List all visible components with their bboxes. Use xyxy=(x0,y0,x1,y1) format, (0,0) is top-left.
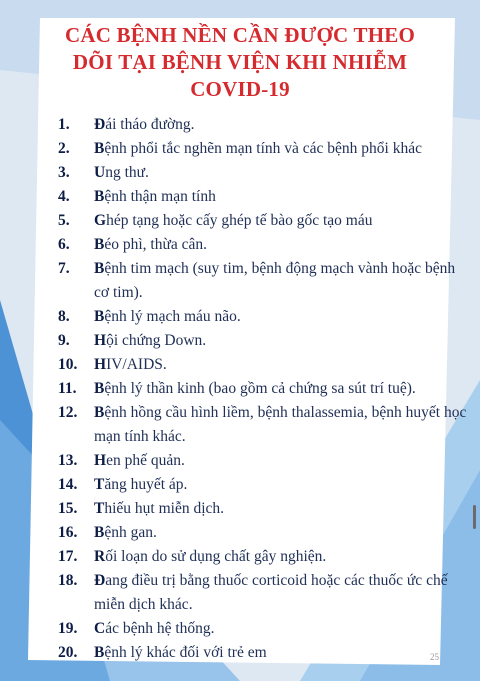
item-number: 9. xyxy=(58,332,70,349)
item-number: 14. xyxy=(58,476,78,493)
list-item xyxy=(58,377,470,401)
page-number: 25 xyxy=(430,652,439,662)
page-title xyxy=(40,22,440,103)
list-item xyxy=(58,257,470,305)
item-text: Ung thư. xyxy=(94,164,149,181)
item-number: 17. xyxy=(58,548,78,565)
item-text: Hội chứng Down. xyxy=(94,332,207,349)
list-item xyxy=(58,305,470,329)
list-item xyxy=(58,569,470,617)
item-number: 2. xyxy=(58,140,70,157)
list-item xyxy=(58,449,470,473)
list-item xyxy=(58,233,470,257)
list-item xyxy=(58,185,470,209)
list-item xyxy=(58,473,470,497)
item-number: 6. xyxy=(58,236,70,253)
disease-list xyxy=(58,113,470,665)
list-item xyxy=(58,329,470,353)
item-number: 3. xyxy=(58,164,70,181)
list-item xyxy=(58,401,470,449)
list-item xyxy=(58,641,470,665)
item-text: Bệnh tim mạch (suy tim, bệnh động mạch vành hoặc bệnh cơ tim). xyxy=(94,260,456,301)
item-text: Bệnh lý thần kinh (bao gồm cả chứng sa sút trí tuệ). xyxy=(94,380,416,397)
item-number: 11. xyxy=(58,380,77,397)
list-item xyxy=(58,113,470,137)
item-number: 16. xyxy=(58,524,78,541)
item-text: Bệnh lý mạch máu não. xyxy=(94,308,241,325)
item-text: Bệnh hồng cầu hình liềm, bệnh thalassemia, bệnh huyết học mạn tính khác. xyxy=(94,404,467,445)
item-number: 13. xyxy=(58,452,78,469)
item-number: 10. xyxy=(58,356,78,373)
list-item xyxy=(58,209,470,233)
item-text: Ghép tạng hoặc cấy ghép tế bào gốc tạo máu xyxy=(94,212,373,229)
title-line-3: COVID-19 xyxy=(190,77,290,101)
item-number: 12. xyxy=(58,404,78,421)
item-text: Đang điều trị bằng thuốc corticoid hoặc các thuốc ức chế miễn dịch khác. xyxy=(94,572,448,613)
item-number: 7. xyxy=(58,260,70,277)
item-number: 19. xyxy=(58,620,78,637)
item-text: Bệnh phổi tắc nghẽn mạn tính và các bệnh phổi khác xyxy=(94,140,422,157)
scrollbar-thumb[interactable] xyxy=(473,505,476,529)
item-number: 20. xyxy=(58,644,78,661)
title-line-2: DÕI TẠI BỆNH VIỆN KHI NHIỄM xyxy=(72,50,408,74)
item-number: 1. xyxy=(58,116,70,133)
list-item xyxy=(58,353,470,377)
list-item xyxy=(58,617,470,641)
item-text: Bệnh lý khác đối với trẻ em xyxy=(94,644,267,661)
list-item xyxy=(58,497,470,521)
list-item xyxy=(58,161,470,185)
item-text: Bệnh thận mạn tính xyxy=(94,188,216,205)
item-text: Béo phì, thừa cân. xyxy=(94,236,208,253)
item-number: 5. xyxy=(58,212,70,229)
item-text: Đái tháo đường. xyxy=(94,116,195,133)
item-number: 8. xyxy=(58,308,70,325)
item-text: Hen phế quản. xyxy=(94,452,185,469)
list-item xyxy=(58,521,470,545)
item-text: Thiếu hụt miễn dịch. xyxy=(94,500,225,517)
list-item xyxy=(58,137,470,161)
item-text: Bệnh gan. xyxy=(94,524,157,541)
title-line-1: CÁC BỆNH NỀN CẦN ĐƯỢC THEO xyxy=(65,23,415,47)
item-number: 18. xyxy=(58,572,78,589)
item-text: Các bệnh hệ thống. xyxy=(94,620,215,637)
item-text: Rối loạn do sử dụng chất gây nghiện. xyxy=(94,548,327,565)
item-number: 4. xyxy=(58,188,70,205)
list-item xyxy=(58,545,470,569)
item-text: Tăng huyết áp. xyxy=(94,476,188,493)
item-text: HIV/AIDS. xyxy=(94,356,167,373)
item-number: 15. xyxy=(58,500,78,517)
